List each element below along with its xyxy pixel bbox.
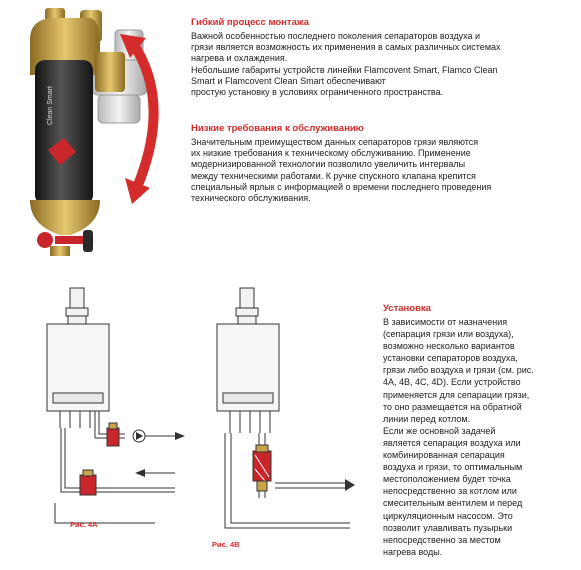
diagram-4b <box>195 283 365 553</box>
installation-title: Установка <box>383 303 431 314</box>
text-line: циркуляционным насосом. Это <box>383 510 513 521</box>
text-line: Smart и Flamcovent Clean Smart обеспечивают <box>191 75 386 86</box>
text-line: Небольшие габариты устройств линейки Flamcovent Smart, Flamco Clean <box>191 64 498 75</box>
text-line: Если же основной задачей <box>383 425 496 436</box>
maintenance-title: Низкие требования к обслуживанию <box>191 123 364 134</box>
separator-product-image <box>0 0 175 285</box>
mounting-title: Гибкий процесс монтажа <box>191 17 309 28</box>
text-line: смесительным вентилем и перед <box>383 498 523 509</box>
installation-paragraph <box>383 316 534 558</box>
text-line: установки сепараторов воздуха, <box>383 353 518 364</box>
text-line: нагрева и охлаждения. <box>191 53 288 64</box>
text-line: непосредственно за местом <box>383 534 501 545</box>
figure-4a-caption: Рис. 4A <box>70 520 98 529</box>
text-line: нагрева воды. <box>383 546 443 557</box>
text-line: местоположением будет точка <box>383 474 511 485</box>
text-line: их низкие требования к техническому обслуживанию. Применение <box>191 148 471 159</box>
text-line: применяется для сепарации грязи, <box>383 389 530 400</box>
text-line: Значительным преимуществом данных сепараторов грязи являются <box>191 137 479 147</box>
text-line: специальный ярлык с информацией о времени последнего проведения <box>191 181 492 192</box>
text-line: воздуха и грязи, то оптимальным <box>383 462 523 473</box>
text-line: Важной особенностью последнего поколения сепараторов воздуха и <box>191 31 481 41</box>
text-line: грязи либо воздуха и грязи (см. рис. <box>383 365 534 376</box>
text-line: 4A, 4B, 4C, 4D). Если устройство <box>383 377 521 388</box>
text-line: технического обслуживания. <box>191 193 311 204</box>
figure-4b-caption: Рис. 4B <box>212 540 240 549</box>
text-line: линии перед котлом. <box>383 413 471 424</box>
text-line: возможно несколько вариантов <box>383 341 515 352</box>
text-line: В зависимости от назначения <box>383 317 508 327</box>
text-line: комбинированная сепарация <box>383 450 505 461</box>
product-label: Clean Smart <box>47 86 54 125</box>
diagram-4a <box>25 283 200 538</box>
text-line: (сепарация грязи или воздуха), <box>383 329 514 340</box>
text-line: грязи является возможность их применения в самых различных системах <box>191 42 501 53</box>
text-line: непосредственно за котлом или <box>383 486 517 497</box>
maintenance-paragraph <box>191 137 491 204</box>
mounting-paragraph <box>191 31 501 98</box>
text-line: является сепарация воздуха или <box>383 437 521 448</box>
text-line: простую установку в условиях ограниченного пространства. <box>191 87 444 98</box>
text-line: модернизированной технологии позволило увеличить интервалы <box>191 159 466 170</box>
text-line: между техническими работами. К ручке спускного клапана крепится <box>191 170 476 181</box>
text-line: то оно размещается на обратной <box>383 401 522 412</box>
text-line: позволит улавливать пузырьки <box>383 522 513 533</box>
